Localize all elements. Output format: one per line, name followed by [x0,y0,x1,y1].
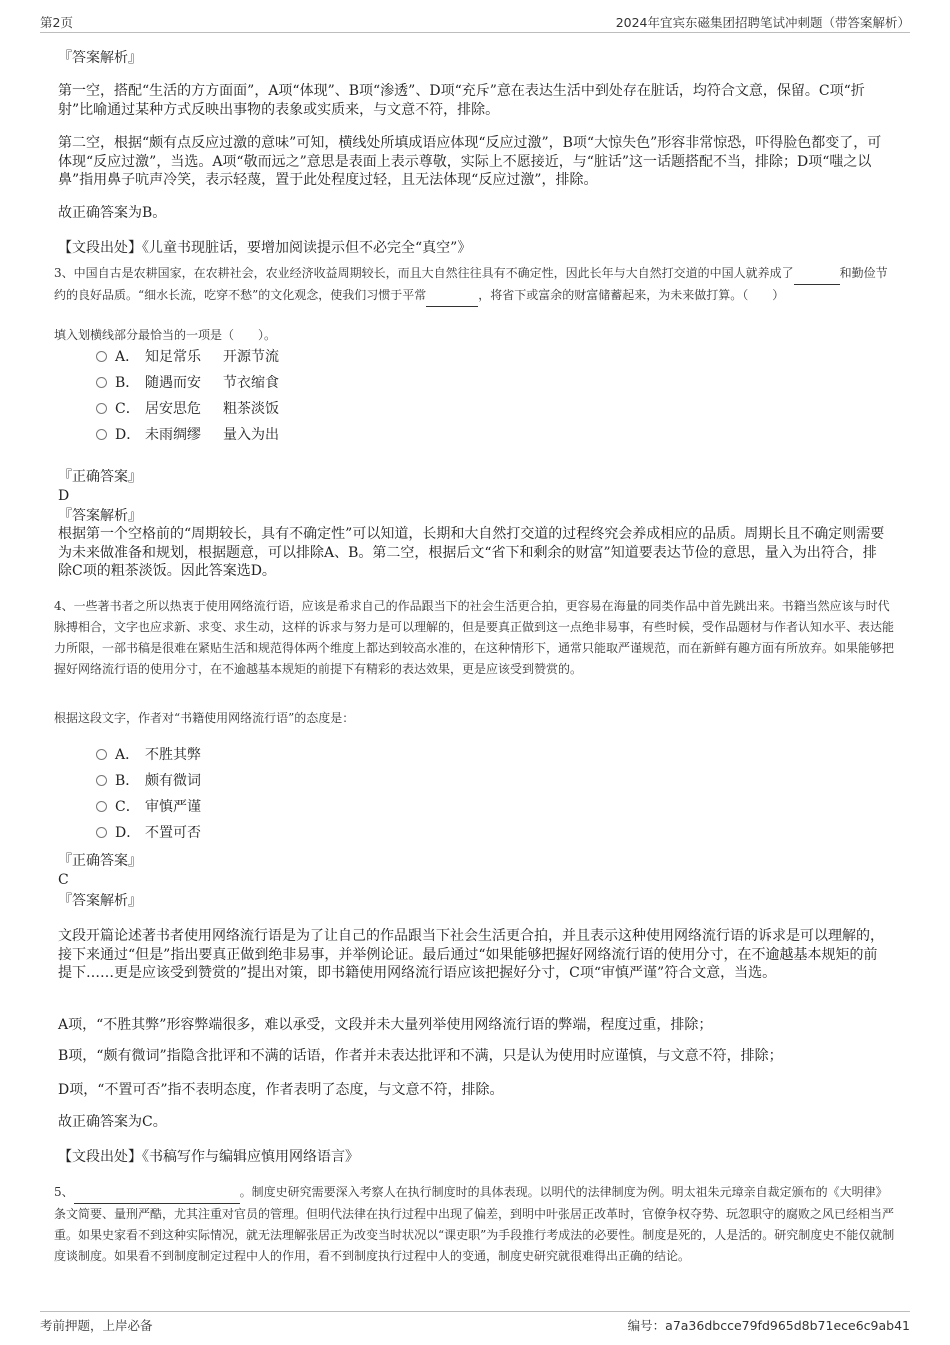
q3-stem [54,263,896,307]
q3-stem-part-2: 和勤俭节约的良好品质。“细水长流，吃穿不愁”的文化观念，使我们习惯于平常 [54,266,888,302]
q3-prompt: 填入划横线部分最恰当的一项是（ ）。 [54,328,277,342]
q4-prompt: 根据这段文字，作者对“书籍使用网络流行语”的态度是： [54,711,355,725]
q3-answer-label: 『正确答案』 [58,469,142,485]
q4-analysis-paragraph-1: 文段开篇论述著书者使用网络流行语是为了让自己的作品跟当下社会生活更合拍，并且表示这种使用网络流行语的诉求是可以理解的，接下来通过“但是”指出要真正做到绝非易事，并举例论证。最后通过“如果能够把握好网络流行语的使用分寸，在不逾越基本规矩的前提下……更是应该受到赞赏的”提出对策，即书籍使用网络流行语应该把握好分寸，C项“审慎严谨”符合文意，当选。 [58,928,884,981]
q3-option-d[interactable]: D． 未雨绸缪 量入为出 [96,426,279,444]
q4-analysis-option-d: D项，“不置可否”指不表明态度，作者表明了态度，与文意不符，排除。 [58,1082,504,1098]
q3-stem-part-1: 3、中国自古是农耕国家，在农耕社会，农业经济收益周期较长，而且大自然往往具有不确定性，因此长年与大自然打交道的中国人就养成了 [54,266,794,280]
q3-option-b[interactable]: B． 随遇而安 节衣缩食 [96,374,279,392]
q2-analysis-paragraph-2: 第二空，根据“颇有点反应过激的意味”可知，横线处所填成语应体现“反应过激”，B项“大惊失色”形容非常惊恐，吓得脸色都变了，可体现“反应过激”，当选。A项“敬而远之”意思是表面上表示尊敬，实际上不愿接近，与“脏话”这一话题搭配不当，排除；D项“嗤之以鼻”指用鼻子吭声冷笑，表示轻蔑，置于此处程度过轻，且无法体现“反应过激”，排除。 [58,135,882,188]
document-code-value: a7a36dbcce79fd965d8b71ece6c9ab41 [665,1318,910,1333]
radio-icon[interactable] [96,827,107,838]
q4-option-c[interactable]: C． 审慎严谨 [96,798,201,816]
q3-stem-part-3: ，将省下或富余的财富储蓄起来，为未来做打算。（ ） [478,288,785,302]
q2-source: 【文段出处】《儿童书现脏话，要增加阅读提示但不必完全“真空”》 [58,240,472,256]
q4-analysis-option-b: B项，“颇有微词”指隐含批评和不满的话语，作者并未表达批评和不满，只是认为使用时应谨慎，与文意不符，排除； [58,1048,783,1064]
q4-conclusion: 故正确答案为C。 [58,1114,167,1130]
radio-icon[interactable] [96,775,107,786]
document-title: 2024年宜宾东磁集团招聘笔试冲刺题（带答案解析） [615,15,910,30]
q3-option-c[interactable]: C． 居安思危 粗茶淡饭 [96,400,279,418]
q5-stem [54,1182,896,1267]
footer-slogan: 考前押题，上岸必备 [40,1318,153,1333]
q4-answer-label: 『正确答案』 [58,853,142,869]
q4-answer: C [58,872,69,888]
q5-number: 5、 [54,1185,74,1199]
q4-option-b[interactable]: B． 颇有微词 [96,772,201,790]
radio-icon[interactable] [96,749,107,760]
document-code [628,1316,910,1334]
radio-icon[interactable] [96,351,107,362]
q4-source: 【文段出处】《书稿写作与编辑应慎用网络语言》 [58,1149,359,1165]
q5-blank [74,1182,240,1204]
q2-conclusion: 故正确答案为B。 [58,205,167,221]
q4-analysis-option-a: A项，“不胜其弊”形容弊端很多，难以承受，文段并未大量列举使用网络流行语的弊端，程度过重，排除； [58,1017,713,1033]
radio-icon[interactable] [96,377,107,388]
q2-analysis-label: 『答案解析』 [58,50,142,66]
q3-analysis-label: 『答案解析』 [58,508,142,524]
q2-analysis-paragraph-1: 第一空，搭配“生活的方方面面”，A项“体现”、B项“渗透”、D项“充斥”意在表达生活中到处存在脏话，均符合文意，保留。C项“折射”比喻通过某种方式反映出事物的表象或实质来，与文意不符，排除。 [58,83,865,118]
page-footer [40,1311,910,1336]
q4-option-d[interactable]: D． 不置可否 [96,824,201,842]
q3-blank-1 [794,263,840,285]
radio-icon[interactable] [96,403,107,414]
q3-blank-2 [426,285,478,307]
page-number: 第2页 [40,15,73,30]
document-code-label: 编号： [627,1318,666,1333]
q3-answer: D [58,488,70,504]
q4-analysis-label: 『答案解析』 [58,893,142,909]
page-header [40,10,910,33]
radio-icon[interactable] [96,429,107,440]
radio-icon[interactable] [96,801,107,812]
q3-option-a[interactable]: A． 知足常乐 开源节流 [96,348,279,366]
q5-stem-text: 。制度史研究需要深入考察人在执行制度时的具体表现。以明代的法律制度为例。明太祖朱元璋亲自裁定颁布的《大明律》条文简要、量刑严酷，尤其注重对官员的管理。但明代法律在执行过程中出现了偏差，到明中叶张居正改革时，官僚争权夺势、玩忽职守的腐败之风已经相当严重。如果史家看不到这种实际情况，就无法理解张居正为改变当时状况以“课吏职”为手段推行考成法的必要性。制度是死的，人是活的。研究制度史不能仅就制度谈制度。如果看不到制度制定过程中人的作用，看不到制度执行过程中人的变通，制度史研究就很难得出正确的结论。 [54,1185,895,1263]
q4-option-a[interactable]: A． 不胜其弊 [96,746,201,764]
q4-stem: 4、一些著书者之所以热衷于使用网络流行语，应该是希求自己的作品跟当下的社会生活更合拍，更容易在海量的同类作品中首先跳出来。书籍当然应该与时代脉搏相合，文字也应求新、求变、求生动，这样的诉求与努力是可以理解的，但是要真正做到这一点绝非易事，有些时候，受作品题材与作者认知水平、表达能力所限，一部书稿是很难在紧贴生活和规范得体两个维度上都达到较高水准的，在这种情形下，通常只能取严谨规范，而在新鲜有趣方面有所放弃。如果能够把握好网络流行语的使用分寸，在不逾越基本规矩的前提下有精彩的表达效果，更是应该受到赞赏的。 [54,599,895,676]
q3-analysis: 根据第一个空格前的“周期较长，具有不确定性”可以知道，长期和大自然打交道的过程终究会养成相应的品质。周期长且不确定则需要为未来做准备和规划，根据题意，可以排除A、B。第二空，根据后文“省下和剩余的财富”知道要表达节俭的意思，量入为出符合，排除C项的粗茶淡饭。因此答案选D。 [58,526,885,579]
